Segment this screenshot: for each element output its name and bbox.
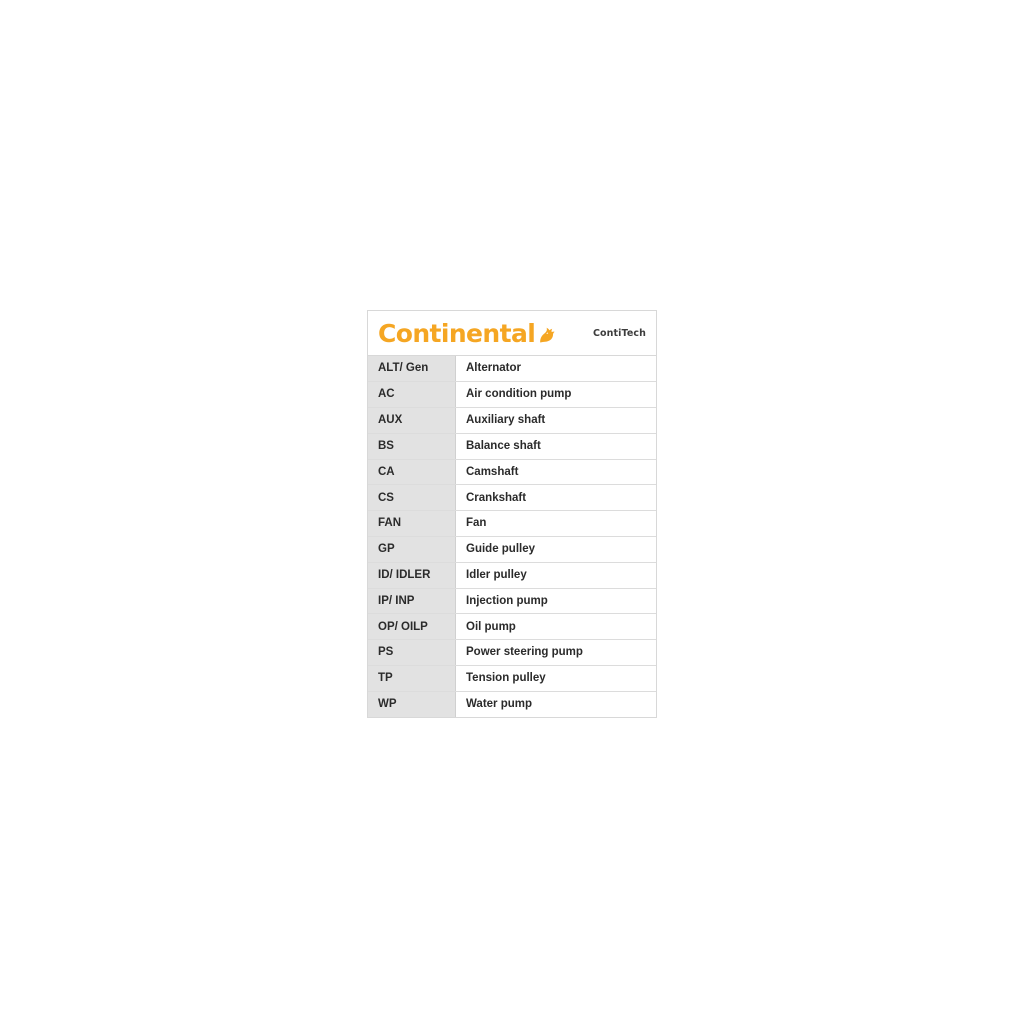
legend-card	[367, 310, 657, 718]
table-row	[368, 356, 656, 382]
continental-wordmark: Continental	[378, 318, 536, 348]
contitech-sub-brand: ContiTech	[592, 327, 646, 339]
abbr-cell: ALT/ Gen	[368, 356, 456, 382]
abbreviation-legend-table	[368, 356, 656, 717]
abbr-cell: IP/ INP	[368, 588, 456, 614]
brand-header	[368, 311, 656, 356]
horse-logo-icon	[537, 322, 557, 346]
table-row	[368, 640, 656, 666]
table-row	[368, 382, 656, 408]
desc-cell: Balance shaft	[456, 433, 657, 459]
desc-cell: Crankshaft	[456, 485, 657, 511]
desc-cell: Injection pump	[456, 588, 657, 614]
abbr-cell: AUX	[368, 408, 456, 434]
abbr-cell: FAN	[368, 511, 456, 537]
abbr-cell: WP	[368, 691, 456, 717]
abbr-cell: AC	[368, 382, 456, 408]
table-row	[368, 614, 656, 640]
table-row	[368, 408, 656, 434]
abbr-cell: ID/ IDLER	[368, 562, 456, 588]
abbr-cell: GP	[368, 537, 456, 563]
table-row	[368, 666, 656, 692]
legend-table-body	[368, 356, 656, 717]
desc-cell: Alternator	[456, 356, 657, 382]
desc-cell: Air condition pump	[456, 382, 657, 408]
table-row	[368, 691, 656, 717]
abbr-cell: CA	[368, 459, 456, 485]
desc-cell: Auxiliary shaft	[456, 408, 657, 434]
desc-cell: Power steering pump	[456, 640, 657, 666]
desc-cell: Tension pulley	[456, 666, 657, 692]
desc-cell: Oil pump	[456, 614, 657, 640]
table-row	[368, 485, 656, 511]
desc-cell: Water pump	[456, 691, 657, 717]
abbr-cell: PS	[368, 640, 456, 666]
desc-cell: Idler pulley	[456, 562, 657, 588]
desc-cell: Camshaft	[456, 459, 657, 485]
abbr-cell: TP	[368, 666, 456, 692]
desc-cell: Guide pulley	[456, 537, 657, 563]
table-row	[368, 433, 656, 459]
abbr-cell: OP/ OILP	[368, 614, 456, 640]
table-row	[368, 562, 656, 588]
abbr-cell: CS	[368, 485, 456, 511]
desc-cell: Fan	[456, 511, 657, 537]
abbr-cell: BS	[368, 433, 456, 459]
table-row	[368, 588, 656, 614]
table-row	[368, 511, 656, 537]
table-row	[368, 459, 656, 485]
table-row	[368, 537, 656, 563]
